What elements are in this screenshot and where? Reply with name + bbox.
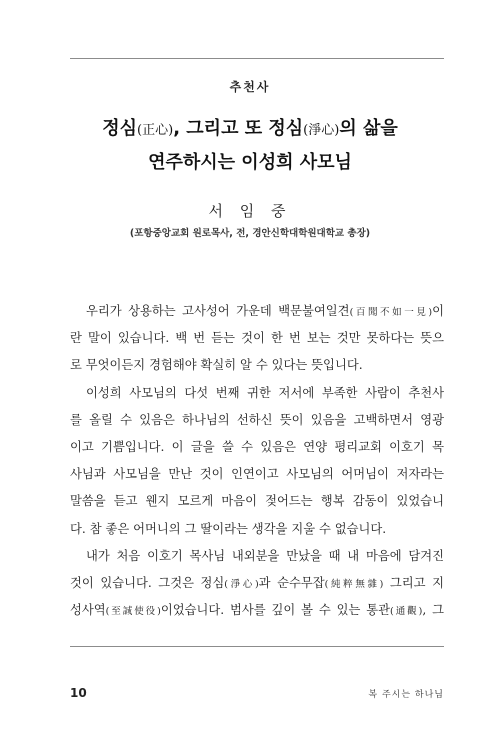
body-line: 내가 처음 이호기 목사님 내외분을 만났을 때 내 마음에 담겨진	[86, 548, 444, 563]
body-line: 말씀을 듣고 웬지 모르게 마음이 젖어드는 행복 감동이 있었습니	[70, 494, 444, 509]
page-title	[0, 113, 500, 179]
bottom-rule	[70, 646, 444, 647]
body-line: 성사역(至誠使役)이었습니다. 범사를 깊이 볼 수 있는 통관(通觀), 그	[70, 603, 444, 618]
author-name: 서 임 중	[208, 202, 292, 220]
section-label: 추천사	[229, 80, 271, 94]
body-line: 우리가 상용하는 고사성어 가운데 백문불여일견(百聞不如一見)이	[86, 304, 444, 318]
body-line: 란 말이 있습니다. 백 번 듣는 것이 한 번 보는 것만 못하다는 뜻으	[70, 331, 444, 346]
title-line-1: 정심(正心), 그리고 또 정심(淨心)의 삶을	[102, 118, 398, 139]
body-line: 사님과 사모님을 만난 것이 인연이고 사모님의 어머님이 저자라는	[70, 467, 444, 482]
body-line: 것이 있습니다. 그것은 정심(淨心)과 순수무잡(純粹無雜) 그리고 지	[70, 575, 444, 590]
top-rule	[70, 58, 444, 59]
author-affiliation: (포항중앙교회 원로목사, 전, 경안신학대학원대학교 총장)	[129, 228, 371, 239]
running-head: 복 주시는 하나님	[368, 690, 444, 700]
body-line: 이성희 사모님의 다섯 번째 귀한 저서에 부족한 사람이 추천사	[86, 385, 444, 400]
title-line-2: 연주하시는 이성희 사모님	[148, 152, 352, 173]
body-line: 를 올릴 수 있음은 하나님의 선하신 뜻이 있음을 고백하면서 영광	[70, 412, 444, 427]
page-number: 10	[70, 686, 87, 700]
body-text	[70, 298, 444, 624]
body-line: 다. 참 좋은 어머니의 그 딸이라는 생각을 지울 수 없습니다.	[70, 521, 387, 536]
body-line: 로 무엇이든지 경험해야 확실히 알 수 있다는 뜻입니다.	[70, 358, 363, 373]
body-line: 이고 기쁨입니다. 이 글을 쓸 수 있음은 연양 평리교회 이호기 목	[70, 439, 444, 454]
